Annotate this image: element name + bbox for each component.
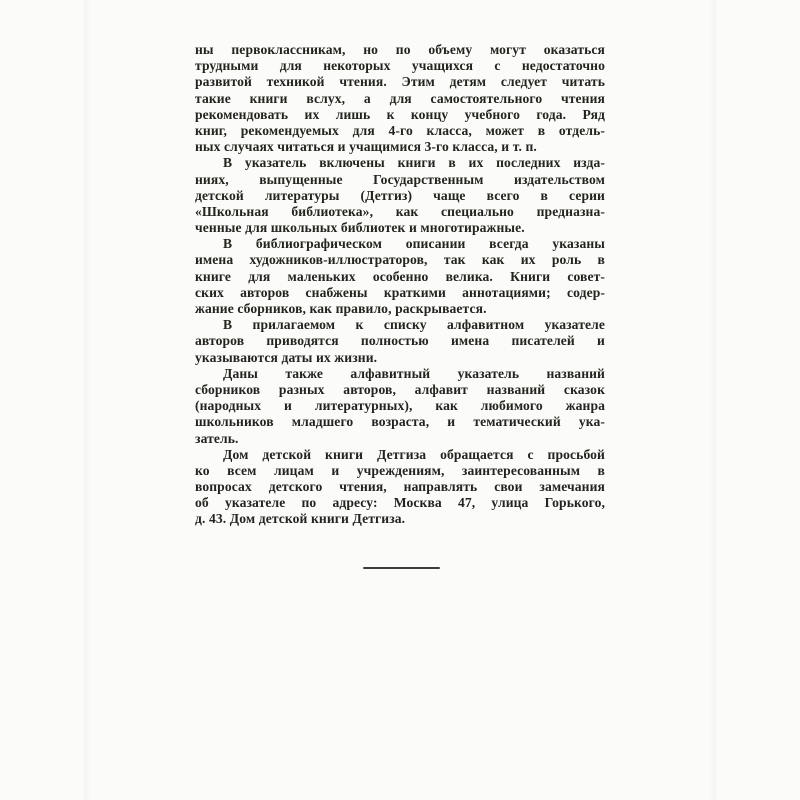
text-line: ных случаях читаться и учащимися 3-го класса, и т. п. <box>195 139 537 155</box>
text-line: трудными для некоторых учащихся с недостаточно <box>195 58 605 74</box>
text-line: об указателе по адресу: Москва 47, улица Горького, <box>195 495 605 511</box>
section-divider <box>363 567 440 569</box>
text-line: развитой техникой чтения. Этим детям следует читать <box>195 74 605 90</box>
text-line: ны первоклассникам, но по объему могут оказаться <box>195 42 605 57</box>
text-line: ченные для школьных библиотек и многотиражные. <box>195 220 525 236</box>
text-line: «Школьная библиотека», как специально предназна- <box>195 203 605 219</box>
text-line: В прилагаемом к списку алфавитном указателе <box>223 317 605 333</box>
text-line: детской литературы (Детгиз) чаще всего в серии <box>195 187 605 203</box>
text-line: В указатель включены книги в их последних изда- <box>223 155 605 171</box>
text-line: книге для маленьких особенно велика. Книги совет- <box>195 268 605 284</box>
paragraph <box>195 155 605 236</box>
text-line: ских авторов снабжены краткими аннотациями; содер- <box>195 284 605 300</box>
page-text <box>195 42 605 528</box>
paragraph <box>195 317 605 366</box>
paragraph <box>195 366 605 447</box>
text-line: ко всем лицам и учреждениям, заинтересованным в <box>195 462 605 478</box>
text-line: д. 43. Дом детской книги Детгиза. <box>195 511 406 527</box>
text-line: жание сборников, как правило, раскрывается. <box>195 301 487 316</box>
text-line: книг, рекомендуемых для 4-го класса, может в отдель- <box>195 122 605 138</box>
text-line: имена художников-иллюстраторов, так как их роль в <box>195 252 605 268</box>
text-line: (народных и литературных), как любимого жанра <box>195 398 605 414</box>
text-line: затель. <box>195 430 239 446</box>
text-line: сборников разных авторов, алфавит названий сказок <box>195 381 605 397</box>
text-line: В библиографическом описании всегда указаны <box>223 236 605 252</box>
text-line: рекомендовать их лишь к концу учебного года. Ряд <box>195 106 605 122</box>
text-line: ниях, выпущенные Государственным издательством <box>195 171 605 187</box>
paragraph <box>195 447 605 528</box>
text-line: Даны также алфавитный указатель названий <box>223 365 605 381</box>
text-line: Дом детской книги Детгиза обращается с просьбой <box>223 446 605 462</box>
paragraph <box>195 42 605 155</box>
paragraph <box>195 236 605 317</box>
text-line: такие книги вслух, а для самостоятельного чтения <box>195 90 605 106</box>
text-line: школьников младшего возраста, и тематический ука- <box>195 414 605 430</box>
text-line: вопросах детского чтения, направлять свои замечания <box>195 479 605 495</box>
text-line: указываются даты их жизни. <box>195 349 378 365</box>
text-line: авторов приводятся полностью имена писателей и <box>195 333 605 349</box>
